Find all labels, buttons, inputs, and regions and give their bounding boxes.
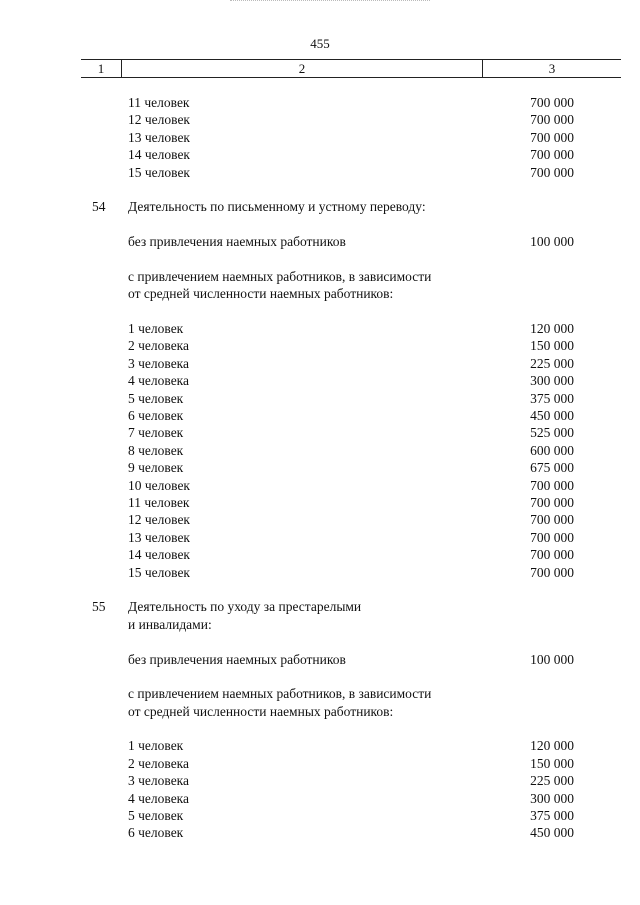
table-row [0,424,640,441]
row-label: 6 человек [128,408,184,424]
table-row [0,737,640,754]
table-row [0,372,640,389]
section-number: 55 [92,599,106,615]
section-title-row [0,198,640,215]
row-label: 4 человека [128,373,190,389]
hired-intro-line [0,268,640,285]
row-value: 300 000 [530,373,574,389]
table-row [0,790,640,807]
row-value: 600 000 [530,442,574,458]
hired-intro-text: от средней численности наемных работников: [128,286,394,302]
row-label: 10 человек [128,477,190,493]
section-title: и инвалидами: [128,616,212,632]
table-row [0,755,640,772]
row-value: 700 000 [530,164,574,180]
table-row [0,772,640,789]
row-value: 375 000 [530,390,574,406]
row-value: 700 000 [530,112,574,128]
row-label: 2 человека [128,338,190,354]
row-value: 300 000 [530,790,574,806]
row-label: 2 человека [128,755,190,771]
row-label: 5 человек [128,390,184,406]
row-label: 8 человек [128,442,184,458]
row-value: 700 000 [530,147,574,163]
table-row [0,442,640,459]
row-value: 700 000 [530,529,574,545]
flat-rate-value: 100 000 [530,234,574,250]
flat-rate-label: без привлечения наемных работников [128,651,346,667]
table-row [0,529,640,546]
row-value: 450 000 [530,825,574,841]
section-continued [0,94,640,181]
row-value: 225 000 [530,355,574,371]
table-row [0,511,640,528]
document-body [0,94,640,842]
row-label: 15 человек [128,164,190,180]
table-row [0,564,640,581]
row-value: 700 000 [530,494,574,510]
hired-intro-line [0,703,640,720]
row-label: 12 человек [128,112,190,128]
hired-intro-line [0,685,640,702]
table-row [0,807,640,824]
row-label: 1 человек [128,321,184,337]
row-label: 11 человек [128,95,190,110]
row-label: 11 человек [128,494,190,510]
row-label: 3 человека [128,773,190,789]
table-row [0,111,640,128]
table-row [0,320,640,337]
hired-intro-text: с привлечением наемных работников, в зависимости [128,686,432,702]
row-value: 120 000 [530,738,574,754]
row-value: 700 000 [530,512,574,528]
row-label: 6 человек [128,825,184,841]
row-value: 450 000 [530,408,574,424]
flat-rate-row [0,651,640,668]
section-54 [0,198,640,581]
section-title-row [0,616,640,633]
row-value: 120 000 [530,321,574,337]
row-label: 7 человек [128,425,184,441]
table-row [0,337,640,354]
table-row [0,129,640,146]
row-label: 12 человек [128,512,190,528]
column-header-2: 2 [122,60,483,77]
row-label: 14 человек [128,547,190,563]
table-row [0,355,640,372]
hired-intro-text: от средней численности наемных работников: [128,703,394,719]
table-row [0,824,640,841]
flat-rate-label: без привлечения наемных работников [128,234,346,250]
table-row [0,94,640,111]
row-value: 150 000 [530,338,574,354]
row-value: 525 000 [530,425,574,441]
row-label: 5 человек [128,808,184,824]
table-row [0,459,640,476]
row-value: 700 000 [530,547,574,563]
flat-rate-value: 100 000 [530,651,574,667]
table-row [0,546,640,563]
row-value: 225 000 [530,773,574,789]
section-55 [0,598,640,841]
section-title: Деятельность по уходу за престарелыми [128,599,362,615]
row-label: 13 человек [128,529,190,545]
row-value: 700 000 [530,129,574,145]
table-row [0,407,640,424]
hired-intro-line [0,285,640,302]
section-number: 54 [92,199,106,215]
hired-intro-text: с привлечением наемных работников, в зависимости [128,268,432,284]
table-row [0,164,640,181]
page-number: 455 [310,36,330,51]
column-header-3: 3 [548,60,556,76]
row-label: 3 человека [128,355,190,371]
row-label: 14 человек [128,147,190,163]
flat-rate-row [0,233,640,250]
row-value: 150 000 [530,755,574,771]
column-header-1: 1 [81,60,122,77]
table-row [0,494,640,511]
row-label: 15 человек [128,564,190,580]
row-value: 700 000 [530,564,574,580]
row-label: 9 человек [128,460,184,476]
row-label: 4 человека [128,790,190,806]
row-label: 13 человек [128,129,190,145]
row-label: 1 человек [128,738,184,754]
table-row [0,477,640,494]
column-header-row [81,59,621,78]
page-top-edge-mark [230,0,430,4]
row-value: 375 000 [530,808,574,824]
table-row [0,146,640,163]
row-value: 700 000 [530,477,574,493]
row-value: 700 000 [530,95,574,110]
table-row [0,390,640,407]
section-title-row [0,598,640,615]
row-value: 675 000 [530,460,574,476]
section-title: Деятельность по письменному и устному переводу: [128,199,426,215]
